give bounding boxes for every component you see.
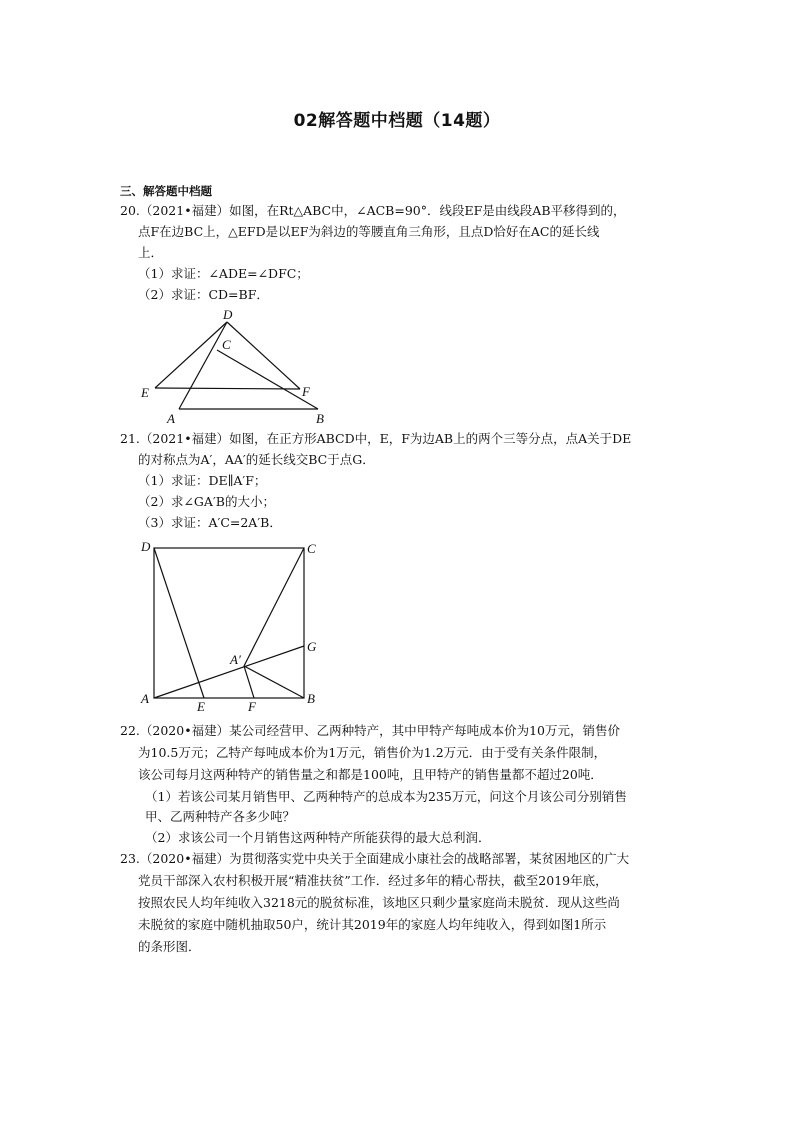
q22-line: 甲、乙两种特产各多少吨？ xyxy=(145,809,296,824)
section-heading: 三、解答题中档题 xyxy=(120,184,212,198)
q21-line: （3）求证：A′C=2A′B． xyxy=(138,515,282,530)
label-F: F xyxy=(302,384,310,399)
edge-ED xyxy=(155,322,227,388)
q22-line: 22.（2020•福建）某公司经营甲、乙两种特产，其中甲特产每吨成本价为10万元，销售价 xyxy=(120,723,620,738)
label-B: B xyxy=(316,411,324,426)
label-E: E xyxy=(197,699,205,714)
q23-line: 按照农民人均年纯收入3218元的脱贫标准，该地区只剩少量家庭尚未脱贫．现从这些尚 xyxy=(138,895,620,910)
q22-line: （1）若该公司某月销售甲、乙两种特产的总成本为235万元，问这个月该公司分别销售 xyxy=(145,789,627,804)
q20-line: 点F在边BC上，△EFD是以EF为斜边的等腰直角三角形，且点D恰好在AC的延长线 xyxy=(138,224,600,239)
q21-line: （2）求∠GA′B的大小； xyxy=(138,494,275,509)
label-A: A xyxy=(141,691,149,706)
label-C: C xyxy=(307,541,316,556)
label-A: A xyxy=(167,411,175,426)
q21-line: 的对称点为A′，AA′的延长线交BC于点G． xyxy=(138,452,375,467)
segment-A1C xyxy=(244,548,304,666)
edge-DF xyxy=(227,322,300,389)
label-D: D xyxy=(141,539,151,554)
label-C: C xyxy=(222,337,231,352)
q21-line: （1）求证：DE∥A′F； xyxy=(138,473,267,488)
label-B: B xyxy=(307,691,315,706)
q20-line: 上． xyxy=(138,245,164,260)
q23-line: 23.（2020•福建）为贯彻落实党中央关于全面建成小康社会的战略部署，某贫困地区的广大 xyxy=(120,851,630,866)
segment-AG xyxy=(154,646,304,698)
q20-line: （1）求证：∠ADE=∠DFC； xyxy=(138,266,309,281)
q20-line: 20.（2021•福建）如图，在Rt△ABC中，∠ACB=90°．线段EF是由线段AB平移得到的， xyxy=(120,203,626,218)
label-G: G xyxy=(307,639,317,654)
q20-figure xyxy=(135,302,345,427)
q20-line: （2）求证：CD=BF． xyxy=(138,287,269,302)
label-F: F xyxy=(248,699,256,714)
segment-DE xyxy=(154,548,204,698)
q23-line: 的条形图． xyxy=(138,939,201,954)
q23-line: 未脱贫的家庭中随机抽取50户，统计其2019年的家庭人均年纯收入，得到如图1所示 xyxy=(138,917,607,932)
q21-figure xyxy=(138,535,328,715)
q22-line: 该公司每月这两种特产的销售量之和都是100吨，且甲特产的销售量都不超过20吨． xyxy=(138,767,603,782)
edge-EF xyxy=(155,388,300,389)
square-ABCD xyxy=(154,548,304,698)
page-title: 02解答题中档题（14题） xyxy=(293,111,501,131)
q22-line: （2）求该公司一个月销售这两种特产所能获得的最大总利润． xyxy=(145,830,491,845)
edge-AD xyxy=(179,322,227,409)
q23-line: 党员干部深入农村积极开展“精准扶贫”工作．经过多年的精心帮扶，截至2019年底， xyxy=(138,873,608,888)
label-D: D xyxy=(223,307,233,322)
label-E: E xyxy=(141,385,149,400)
label-A-prime: A′ xyxy=(230,652,241,667)
q22-line: 为10.5万元；乙特产每吨成本价为1万元，销售价为1.2万元．由于受有关条件限制， xyxy=(138,745,607,760)
q21-line: 21.（2021•福建）如图，在正方形ABCD中，E，F为边AB上的两个三等分点，点A关于DE xyxy=(120,431,632,446)
